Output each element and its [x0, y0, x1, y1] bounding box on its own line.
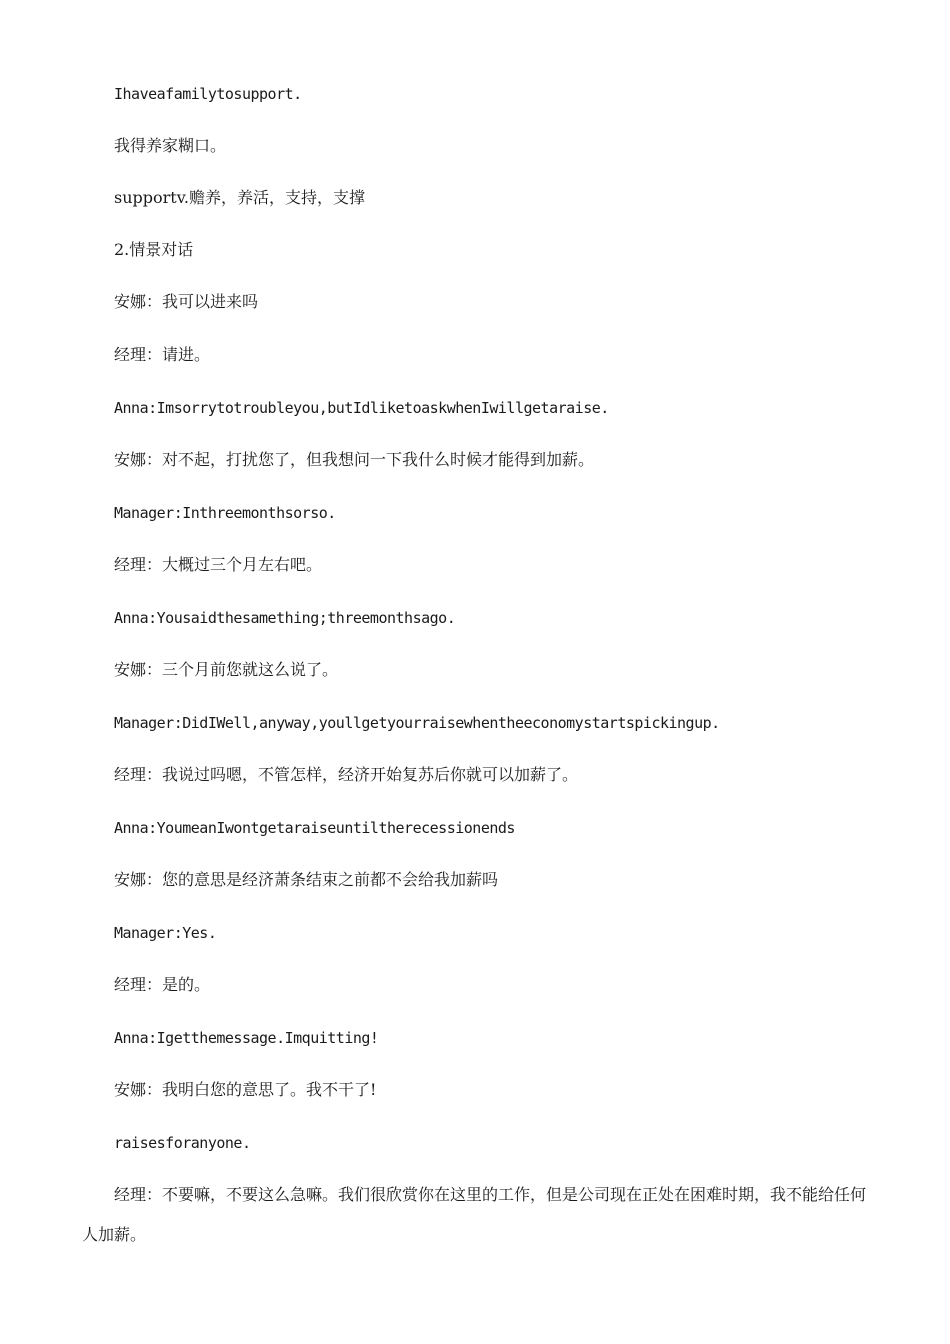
- paragraph-16: 安娜：您的意思是经济萧条结束之前都不会给我加薪吗: [114, 870, 499, 889]
- paragraph-17: Manager:Yes.: [114, 924, 217, 942]
- section-heading: 2.情景对话: [114, 240, 194, 259]
- paragraph-6: 经理：请进。: [114, 345, 211, 364]
- paragraph-11: Anna:Yousaidthesamething;threemonthsago.: [114, 609, 456, 627]
- paragraph-3: supportv.赡养，养活，支持，支撑: [114, 188, 365, 207]
- paragraph-14: 经理：我说过吗嗯，不管怎样，经济开始复苏后你就可以加薪了。: [114, 765, 579, 784]
- paragraph-22: 经理：不要嘛，不要这么急嘛。我们很欣赏你在这里的工作，但是公司现在正处在困难时期，我不能给任何人加薪。: [82, 1185, 867, 1244]
- paragraph-1: Ihaveafamilytosupport.: [114, 85, 302, 103]
- paragraph-20: 安娜：我明白您的意思了。我不干了!: [114, 1080, 377, 1099]
- paragraph-5: 安娜：我可以进来吗: [114, 292, 259, 311]
- paragraph-9: Manager:Inthreemonthsorso.: [114, 504, 336, 522]
- paragraph-12: 安娜：三个月前您就这么说了。: [114, 660, 339, 679]
- paragraph-2: 我得养家糊口。: [114, 136, 227, 155]
- paragraph-13: Manager:DidIWell,anyway,youllgetyourraisewhentheeconomystartspickingup.: [114, 714, 720, 732]
- paragraph-8: 安娜：对不起，打扰您了，但我想问一下我什么时候才能得到加薪。: [114, 450, 595, 469]
- paragraph-21: raisesforanyone.: [114, 1134, 251, 1152]
- paragraph-18: 经理：是的。: [114, 975, 211, 994]
- paragraph-7: Anna:Imsorrytotroubleyou,butIdliketoaskwhenIwillgetaraise.: [114, 399, 609, 417]
- paragraph-10: 经理：大概过三个月左右吧。: [114, 555, 323, 574]
- paragraph-15: Anna:YoumeanIwontgetaraiseuntiltherecessionends: [114, 819, 515, 837]
- paragraph-19: Anna:Igetthemessage.Imquitting!: [114, 1029, 379, 1047]
